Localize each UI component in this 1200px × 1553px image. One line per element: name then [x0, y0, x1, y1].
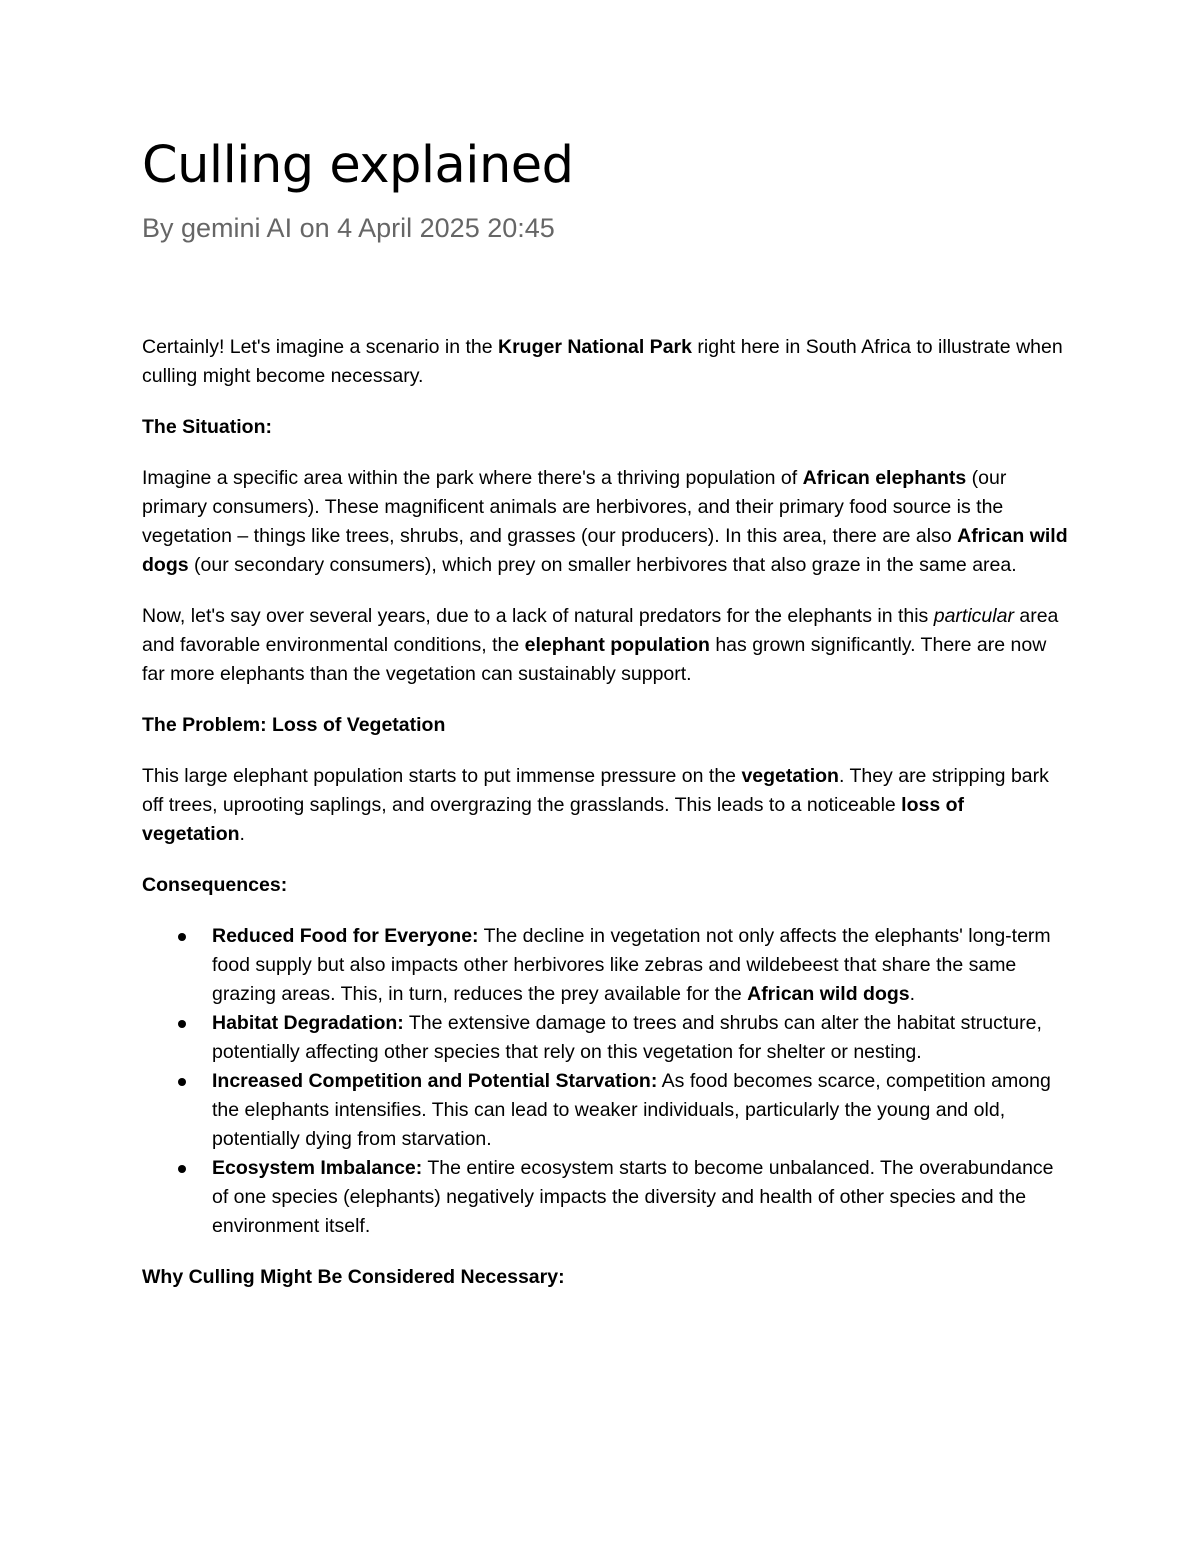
intro-bold-kruger: Kruger National Park: [498, 336, 692, 358]
situation-paragraph-1: [142, 464, 1072, 580]
list-item: [212, 1009, 1072, 1067]
problem-heading: The Problem: Loss of Vegetation: [142, 714, 446, 736]
list-item-text: The entire ecosystem starts to become unbalanced. The overabundance of one species (elephants) negatively impacts the diversity and health of other species and the environment itself.: [212, 1157, 1054, 1237]
why-culling-heading: Why Culling Might Be Considered Necessary:: [142, 1266, 565, 1288]
situation-p2-text-2: area and favorable environmental conditions, the: [142, 605, 1059, 656]
situation-p2-text-3: has grown significantly. There are now far more elephants than the vegetation can sustainably support.: [142, 634, 1047, 685]
bullet-dot-icon: [178, 1078, 186, 1086]
list-item-text-end: .: [909, 983, 916, 1005]
situation-paragraph-2: [142, 602, 1072, 689]
consequences-heading: Consequences:: [142, 874, 288, 896]
list-item-label: Ecosystem Imbalance:: [212, 1157, 423, 1179]
list-item-text: As food becomes scarce, competition among the elephants intensifies. This can lead to weaker individuals, particularly the young and old, potentially dying from starvation.: [212, 1070, 1051, 1150]
list-item: [212, 1067, 1072, 1154]
document-subtitle: By gemini AI on 4 April 2025 20:45: [142, 213, 555, 243]
situation-p1-text-1: Imagine a specific area within the park where there's a thriving population of: [142, 467, 803, 489]
problem-bold-vegetation: vegetation: [741, 765, 839, 787]
list-item-bold-wild-dogs: African wild dogs: [747, 983, 910, 1005]
situation-p2-text-1: Now, let's say over several years, due to a lack of natural predators for the elephants in this: [142, 605, 934, 627]
problem-bold-loss-of-vegetation: loss of vegetation: [142, 794, 965, 845]
bullet-dot-icon: [178, 933, 186, 941]
situation-p1-text-3: (our secondary consumers), which prey on smaller herbivores that also graze in the same area.: [188, 554, 1017, 576]
problem-text-2: . They are stripping bark off trees, uprooting saplings, and overgrazing the grasslands. This leads to a noticeable: [142, 765, 1049, 816]
document-title: Culling explained: [142, 136, 574, 195]
problem-paragraph: [142, 762, 1072, 849]
situation-p1-bold-wild-dogs: African wild dogs: [142, 525, 1068, 576]
list-item-text: The extensive damage to trees and shrubs can alter the habitat structure, potentially affecting other species that rely on this vegetation for shelter or nesting.: [212, 1012, 1042, 1063]
problem-text-3: .: [239, 823, 245, 845]
list-item-label: Reduced Food for Everyone:: [212, 925, 479, 947]
consequences-list: [142, 922, 1072, 1241]
intro-text-2: right here in South Africa to illustrate when culling might become necessary.: [142, 336, 1063, 387]
problem-text-1: This large elephant population starts to put immense pressure on the: [142, 765, 742, 787]
list-item-label: Habitat Degradation:: [212, 1012, 404, 1034]
bullet-dot-icon: [178, 1020, 186, 1028]
list-item: [212, 1154, 1072, 1241]
list-item-text: The decline in vegetation not only affects the elephants' long-term food supply but also impacts other herbivores like zebras and wildebeest that share the same grazing areas. This, in turn, reduces the prey available for the: [212, 925, 1051, 1005]
list-item-label: Increased Competition and Potential Starvation:: [212, 1070, 658, 1092]
situation-p1-bold-elephants: African elephants: [802, 467, 967, 489]
document-body: [142, 333, 1072, 1314]
intro-text-1: Certainly! Let's imagine a scenario in the: [142, 336, 498, 358]
intro-paragraph: [142, 333, 1072, 391]
situation-p2-italic-particular: particular: [933, 605, 1014, 627]
bullet-dot-icon: [178, 1165, 186, 1173]
situation-p1-text-2: (our primary consumers). These magnificent animals are herbivores, and their primary food source is the vegetation – things like trees, shrubs, and grasses (our producers). In this area, there are also: [142, 467, 1007, 547]
situation-p2-bold-elephant-population: elephant population: [524, 634, 710, 656]
situation-heading: The Situation:: [142, 416, 272, 438]
list-item: [212, 922, 1072, 1009]
